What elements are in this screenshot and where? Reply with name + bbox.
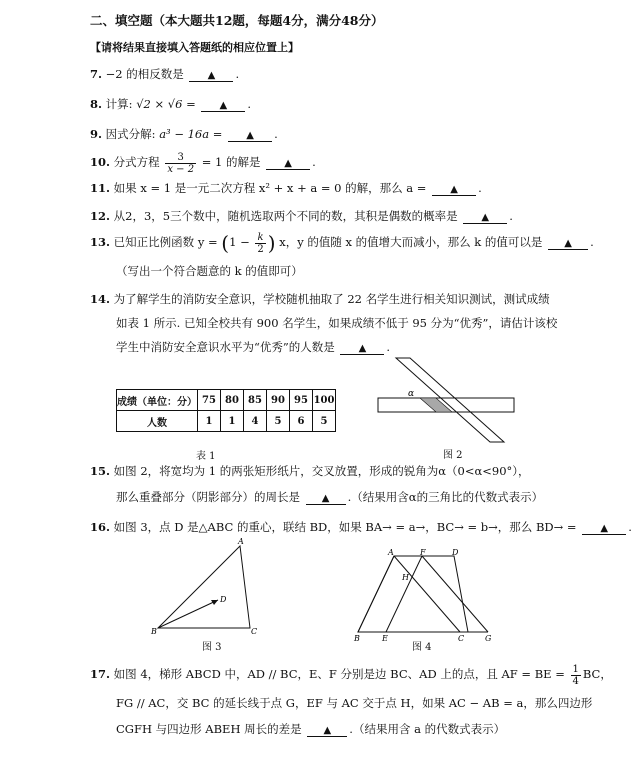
answer-blank[interactable]: ▲ <box>201 100 245 112</box>
answer-blank[interactable]: ▲ <box>266 158 310 170</box>
answer-blank[interactable]: ▲ <box>228 130 272 142</box>
table-cell: 4 <box>244 411 267 432</box>
label-c: C <box>458 634 465 643</box>
question-9: 9. 因式分解: a³ − 16a = ▲ . <box>90 127 278 141</box>
fraction: $\frac{k}{2}$ <box>257 231 264 255</box>
question-13-note: （写出一个符合题意的 k 的值即可） <box>116 264 303 278</box>
segment-fg <box>422 556 488 632</box>
figure-4-caption: 图 4 <box>412 642 432 653</box>
fraction: $\frac{1}{4}$ <box>572 663 579 687</box>
figure-3 <box>150 538 270 638</box>
question-11: 11. 如果 x = 1 是一元二次方程 x² + x + a = 0 的解，那么 a = ▲ . <box>90 181 482 195</box>
label-a: A <box>388 548 394 557</box>
question-14-line3: 学生中消防安全意识水平为“优秀”的人数是 ▲ . <box>116 340 391 354</box>
label-g: G <box>485 634 492 643</box>
label-d: D <box>220 595 227 604</box>
question-8: 8. 计算: √2 × √6 = ▲ . <box>90 97 252 111</box>
answer-blank[interactable]: ▲ <box>307 725 347 737</box>
table-cell: 1 <box>198 411 221 432</box>
figure-2 <box>376 356 516 446</box>
answer-blank[interactable]: ▲ <box>432 184 476 196</box>
question-13: 13. 已知正比例函数 y = (1 − $\frac{k}{2}$ ) x，y 的值随 x 的值增大而减小，那么 k 的值可以是 ▲ . <box>90 231 594 255</box>
segment-ab <box>358 556 394 632</box>
figure-4 <box>350 548 500 644</box>
table-row <box>117 411 336 432</box>
label-c: C <box>251 627 258 636</box>
question-7: 7. −2 的相反数是 ▲ . <box>90 67 240 81</box>
slanted-strip <box>396 358 504 442</box>
label-f: F <box>420 548 426 557</box>
table-cell: 5 <box>267 411 290 432</box>
table-header: 成绩（单位：分） <box>117 390 198 411</box>
question-14-line1: 14. 为了解学生的消防安全意识，学校随机抽取了 22 名学生进行相关知识测试，测试成绩 <box>90 292 550 306</box>
question-17-line2: FG // AC，交 BC 的延长线于点 G，EF 与 AC 交于点 H，如果 AC − AB = a，那么四边形 <box>116 696 593 710</box>
triangle-abc <box>158 546 250 628</box>
answer-blank[interactable]: ▲ <box>463 212 507 224</box>
label-b: B <box>151 627 157 636</box>
label-b: B <box>354 634 360 643</box>
question-14-line2: 如表 1 所示. 已知全校共有 900 名学生，如果成绩不低于 95 分为“优秀”，请估计该校 <box>116 316 558 330</box>
fraction: $\frac{3}{x - 2}$ <box>167 151 195 175</box>
segment-bd <box>158 600 218 628</box>
table-caption: 表 1 <box>196 451 216 462</box>
answer-blank[interactable]: ▲ <box>340 343 384 355</box>
figure-3-caption: 图 3 <box>202 642 222 653</box>
score-table <box>116 389 336 432</box>
question-16: 16. 如图 3，点 D 是△ABC 的重心，联结 BD，如果 BA→ = a→，BC→ = b→，那么 BD→ = ▲ . <box>90 520 632 534</box>
answer-blank[interactable]: ▲ <box>582 523 626 535</box>
question-10: 10. 分式方程 $\frac{3}{x - 2}$ = 1 的解是 ▲ . <box>90 151 316 175</box>
label-a: A <box>238 537 244 546</box>
figure-2-caption: 图 2 <box>443 450 463 461</box>
label-h: H <box>402 573 409 582</box>
answer-blank[interactable]: ▲ <box>189 70 233 82</box>
question-15-line1: 15. 如图 2，将宽均为 1 的两张矩形纸片，交叉放置，形成的锐角为α（0<α<90°）， <box>90 464 530 478</box>
answer-blank[interactable]: ▲ <box>306 493 346 505</box>
angle-label: α <box>408 389 415 399</box>
table-cell: 5 <box>313 411 336 432</box>
table-cell: 95 <box>290 390 313 411</box>
table-cell: 75 <box>198 390 221 411</box>
trapezoid-abcd <box>358 556 468 632</box>
table-header: 人数 <box>117 411 198 432</box>
table-cell: 1 <box>221 411 244 432</box>
question-15-line2: 那么重叠部分（阴影部分）的周长是 ▲ .（结果用含α的三角比的代数式表示） <box>116 490 544 504</box>
answer-blank[interactable]: ▲ <box>548 238 588 250</box>
table-cell: 90 <box>267 390 290 411</box>
table-cell: 100 <box>313 390 336 411</box>
question-17-line3: CGFH 与四边形 ABEH 周长的差是 ▲ .（结果用含 a 的代数式表示） <box>116 722 506 736</box>
instruction: 【请将结果直接填入答题纸的相应位置上】 <box>90 41 299 54</box>
table-cell: 6 <box>290 411 313 432</box>
table-cell: 80 <box>221 390 244 411</box>
question-12: 12. 从2，3，5三个数中，随机选取两个不同的数，其积是偶数的概率是 ▲ . <box>90 209 513 223</box>
section-title: 二、填空题（本大题共12题，每题4分，满分48分） <box>90 13 384 28</box>
label-d: D <box>452 548 459 557</box>
overlap-shaded <box>420 398 452 412</box>
question-17-line1: 17. 如图 4，梯形 ABCD 中，AD // BC，E、F 分别是边 BC、AD 上的点，且 AF = BE = $\frac{1}{4}$ BC， <box>90 663 612 687</box>
table-cell: 85 <box>244 390 267 411</box>
table-row <box>117 390 336 411</box>
label-e: E <box>382 634 388 643</box>
